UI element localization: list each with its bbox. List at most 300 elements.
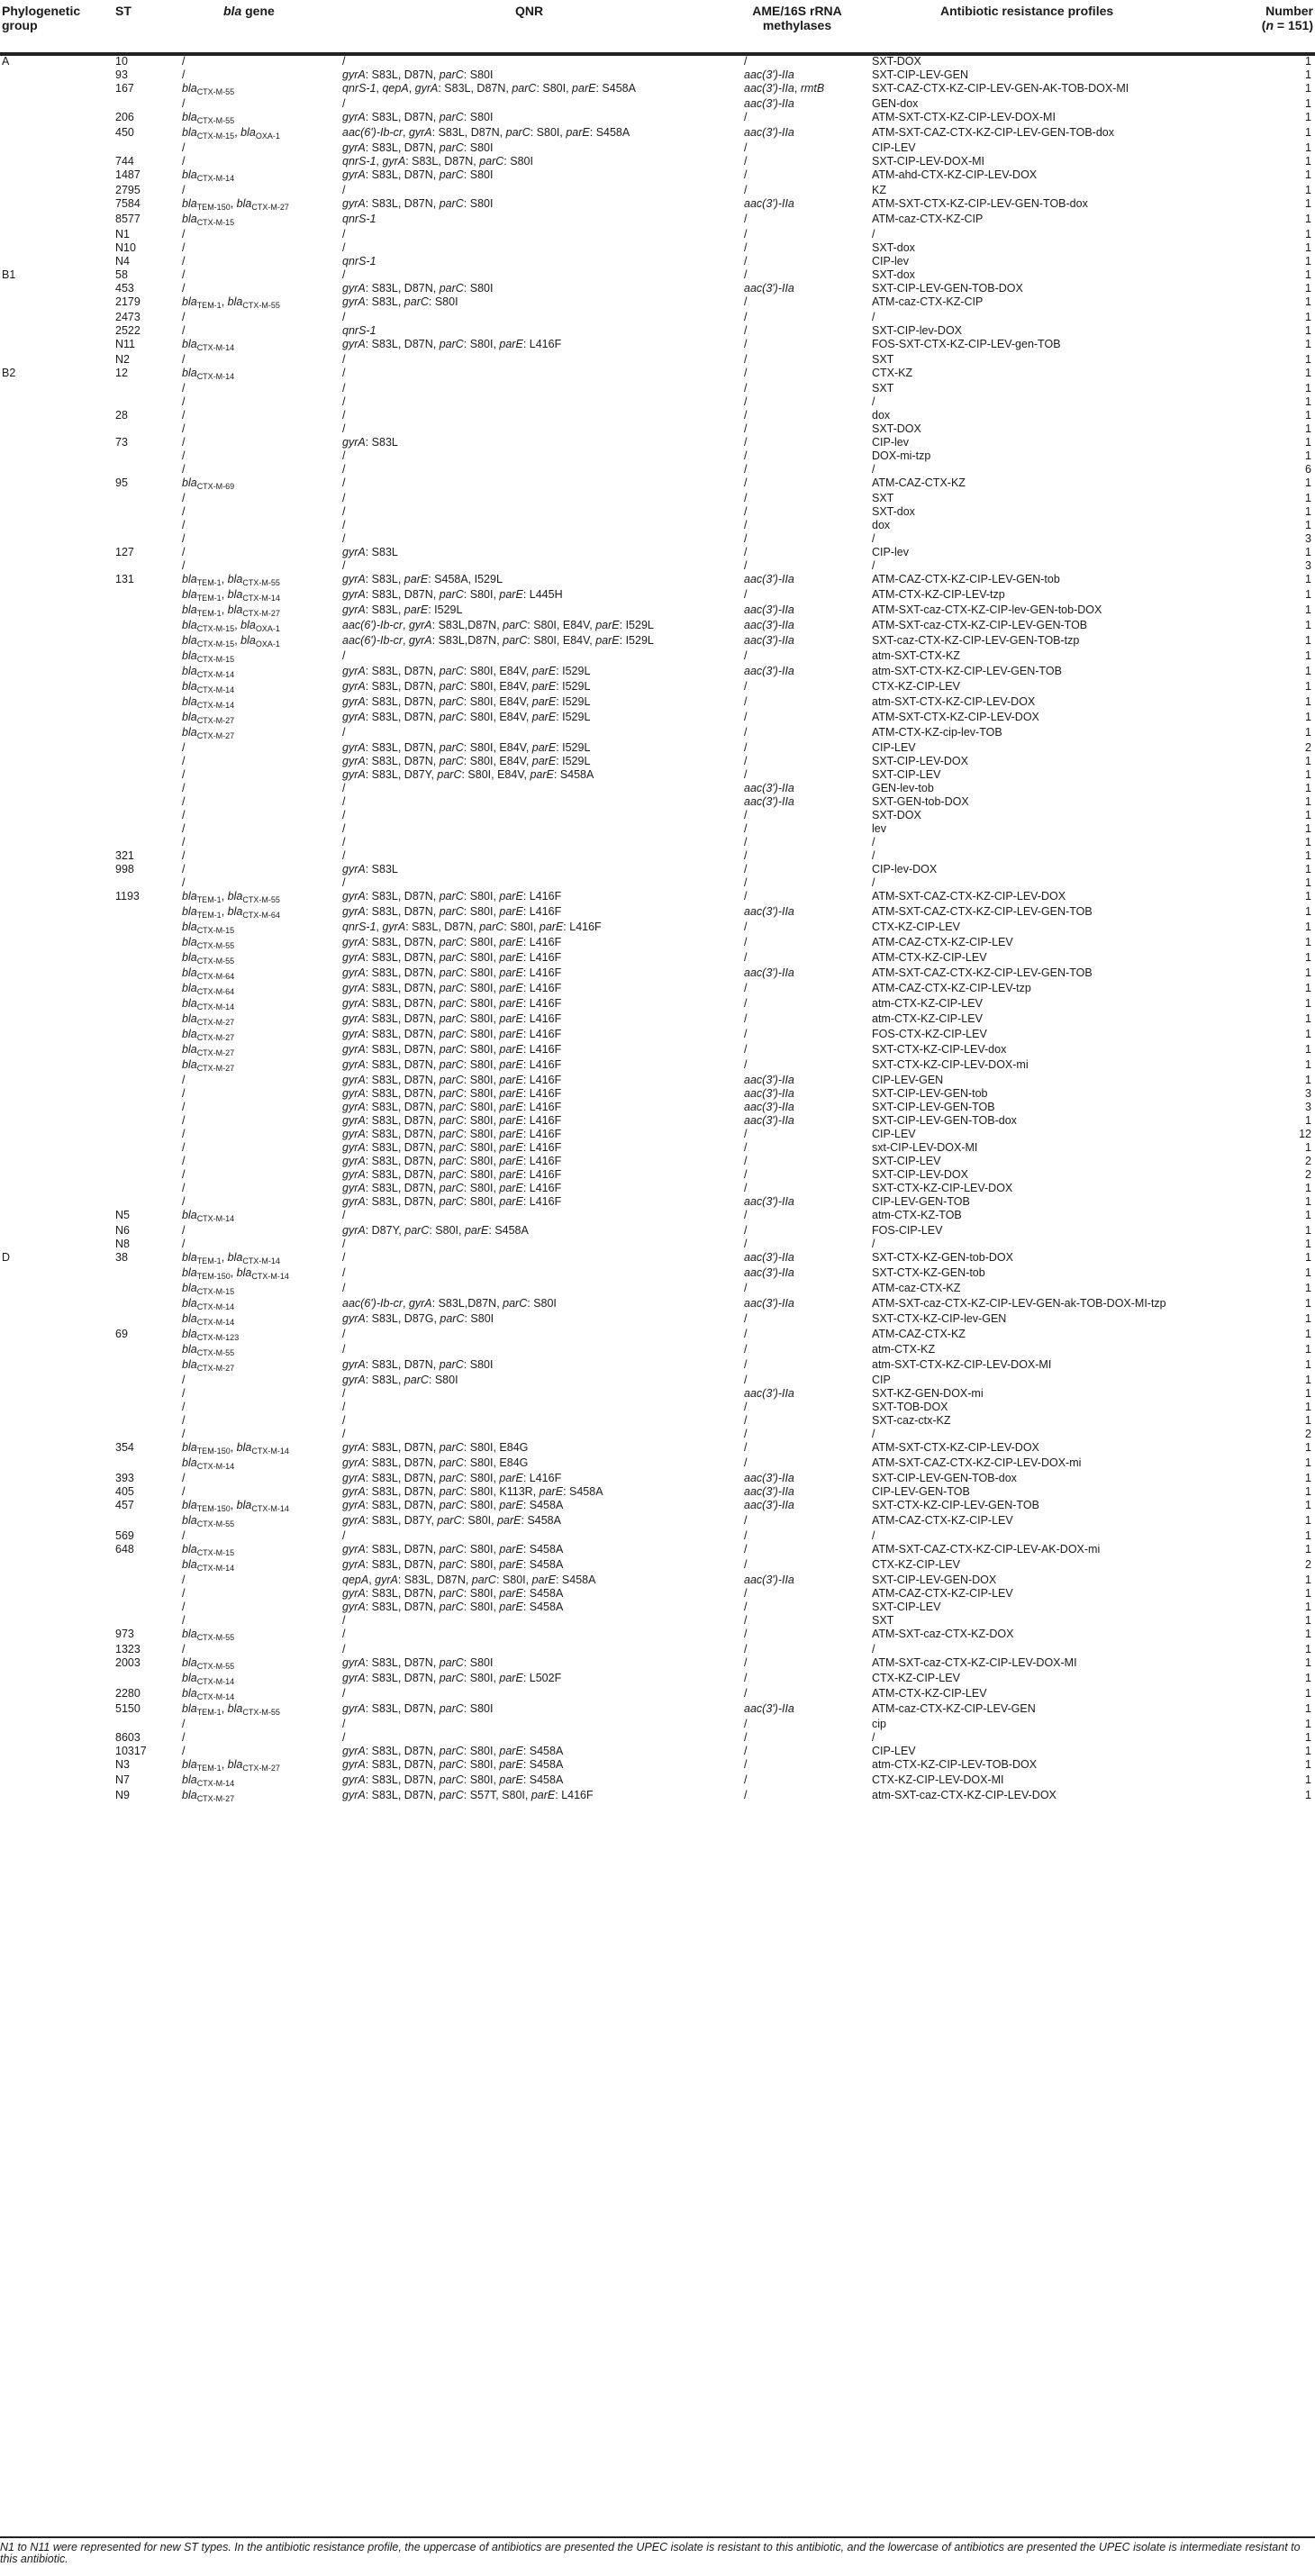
- cell-ame: /: [744, 1656, 748, 1669]
- cell-profile: cip: [872, 1718, 886, 1730]
- cell-bla: /: [182, 836, 186, 848]
- cell-bla: /: [182, 1718, 186, 1730]
- cell-profile: ATM-CTX-KZ-CIP-LEV-tzp: [872, 588, 1005, 601]
- cell-profile: SXT-CIP-LEV: [872, 1601, 941, 1613]
- table-row: [0, 808, 1315, 821]
- cell-st: 10: [115, 55, 128, 68]
- cell-ame: aac(3')-IIa: [744, 1195, 794, 1208]
- cell-profile: ATM-caz-CTX-KZ-CIP: [872, 295, 984, 308]
- cell-qnr: gyrA: S83L, D87N, parC: S80I, parE: L416F: [342, 338, 562, 350]
- cell-ame: /: [744, 1401, 748, 1413]
- cell-number: 1: [1305, 649, 1311, 662]
- cell-profile: atm-CTX-KZ-CIP-LEV-TOB-DOX: [872, 1758, 1038, 1771]
- cell-number: 1: [1305, 782, 1311, 794]
- cell-profile: atm-CTX-KZ: [872, 1343, 936, 1356]
- cell-st: 2003: [115, 1656, 141, 1669]
- cell-number: 1: [1305, 1485, 1311, 1498]
- cell-st: 2522: [115, 324, 141, 337]
- cell-ame: /: [744, 1672, 748, 1684]
- cell-number: 1: [1305, 726, 1311, 739]
- cell-profile: SXT-CIP-LEV: [872, 1155, 941, 1167]
- cell-qnr: gyrA: S83L: [342, 436, 398, 449]
- table-row: [0, 950, 1315, 966]
- cell-bla: bla$_{CTX-M-55}$: [182, 82, 235, 96]
- cell-qnr: gyrA: S83L, D87N, parC: S80I, parE: L416F: [342, 1114, 562, 1127]
- cell-number: 1: [1305, 665, 1311, 677]
- cell-number: 1: [1305, 1058, 1311, 1071]
- table-row: [0, 323, 1315, 337]
- cell-bla: bla$_{CTX-M-14}$: [182, 1209, 235, 1223]
- cell-bla: /: [182, 282, 186, 295]
- cell-qnr: gyrA: S83L, D87N, parC: S80I, parE: L416F: [342, 966, 562, 979]
- cell-ame: aac(3')-IIa: [744, 573, 794, 585]
- table-row: [0, 1113, 1315, 1127]
- cell-bla: /: [182, 1074, 186, 1086]
- cell-number: 1: [1305, 382, 1311, 395]
- cell-st: N4: [115, 255, 130, 268]
- table-row: [0, 618, 1315, 633]
- cell-ame: /: [744, 141, 748, 154]
- cell-qnr: /: [342, 809, 346, 821]
- table-row: [0, 1613, 1315, 1627]
- cell-profile: CTX-KZ-CIP-LEV: [872, 680, 960, 693]
- cell-number: 1: [1305, 1587, 1311, 1600]
- cell-bla: bla$_{CTX-M-14}$: [182, 1687, 235, 1701]
- table-row: [0, 1686, 1315, 1701]
- cell-number: 1: [1305, 295, 1311, 308]
- cell-profile: /: [872, 228, 875, 240]
- table-row: [0, 435, 1315, 449]
- cell-ame: /: [744, 1514, 748, 1527]
- cell-number: 1: [1305, 1472, 1311, 1484]
- table-row: [0, 603, 1315, 618]
- cell-profile: /: [872, 1731, 875, 1744]
- table-row: [0, 1100, 1315, 1113]
- cell-bla: /: [182, 1155, 186, 1167]
- cell-ame: /: [744, 997, 748, 1010]
- cell-qnr: gyrA: S83L: [342, 863, 398, 875]
- cell-number: 1: [1305, 268, 1311, 281]
- cell-ame: /: [744, 268, 748, 281]
- cell-bla: bla$_{TEM-1}$, bla$_{CTX-M-27}$: [182, 1758, 280, 1773]
- cell-qnr: /: [342, 1238, 346, 1250]
- cell-profile: CIP-lev: [872, 546, 909, 558]
- cell-number: 1: [1305, 921, 1311, 933]
- cell-number: 1: [1305, 573, 1311, 585]
- cell-bla: bla$_{CTX-M-27}$: [182, 726, 235, 740]
- cell-bla: bla$_{CTX-M-55}$: [182, 111, 235, 125]
- cell-qnr: /: [342, 822, 346, 835]
- cell-bla: /: [182, 449, 186, 462]
- table-row: [0, 1265, 1315, 1281]
- cell-bla: /: [182, 1601, 186, 1613]
- table-row: [0, 141, 1315, 154]
- cell-number: 1: [1305, 449, 1311, 462]
- cell-ame: /: [744, 1601, 748, 1613]
- cell-number: 1: [1305, 1441, 1311, 1454]
- cell-ame: /: [744, 1614, 748, 1627]
- cell-number: 1: [1305, 1195, 1311, 1208]
- cell-ame: aac(3')-IIa: [744, 1574, 794, 1586]
- cell-ame: /: [744, 311, 748, 323]
- cell-bla: bla$_{CTX-M-15}$: [182, 1543, 235, 1557]
- table-row: [0, 240, 1315, 254]
- cell-qnr: gyrA: S83L, D87N, parC: S80I, parE: L416F: [342, 1141, 562, 1154]
- cell-profile: SXT-CIP-LEV-GEN-TOB-dox: [872, 1114, 1017, 1127]
- cell-profile: SXT-GEN-tob-DOX: [872, 795, 969, 808]
- cell-qnr: gyrA: S83L, D87N, parC: S80I: [342, 111, 494, 123]
- cell-number: 1: [1305, 588, 1311, 601]
- cell-qnr: /: [342, 649, 346, 662]
- table-row: [0, 1413, 1315, 1427]
- cell-number: 1: [1305, 1209, 1311, 1221]
- cell-bla: bla$_{CTX-M-14}$: [182, 1456, 235, 1471]
- table-row: [0, 449, 1315, 462]
- cell-ame: /: [744, 1141, 748, 1154]
- cell-ame: /: [744, 409, 748, 422]
- cell-bla: bla$_{CTX-M-69}$: [182, 476, 235, 491]
- cell-ame: /: [744, 155, 748, 168]
- cell-number: 1: [1305, 795, 1311, 808]
- cell-number: 1: [1305, 997, 1311, 1010]
- cell-ame: /: [744, 1428, 748, 1440]
- cell-profile: SXT-CTX-KZ-CIP-LEV-DOX: [872, 1182, 1013, 1194]
- cell-ame: /: [744, 1643, 748, 1655]
- cell-ame: /: [744, 1687, 748, 1700]
- cell-bla: bla$_{CTX-M-55}$: [182, 936, 235, 950]
- cell-qnr: gyrA: S83L, D87N, parC: S80I, parE: L416F: [342, 1012, 562, 1025]
- cell-st: 28: [115, 409, 128, 422]
- cell-ame: aac(3')-IIa: [744, 1702, 794, 1715]
- cell-number: 1: [1305, 966, 1311, 979]
- table-row: [0, 1223, 1315, 1237]
- cell-number: 3: [1305, 1087, 1311, 1100]
- cell-number: 1: [1305, 1312, 1311, 1325]
- cell-profile: /: [872, 849, 875, 862]
- cell-qnr: /: [342, 476, 346, 489]
- cell-ame: aac(3')-IIa: [744, 1266, 794, 1279]
- cell-qnr: gyrA: S83L, D87N, parC: S80I, parE: S458A: [342, 1745, 564, 1757]
- cell-number: 1: [1305, 755, 1311, 767]
- table-row: [0, 996, 1315, 1011]
- cell-profile: SXT-CTX-KZ-CIP-LEV-DOX-mi: [872, 1058, 1029, 1071]
- cell-qnr: /: [342, 184, 346, 196]
- cell-qnr: gyrA: S83L, D87N, parC: S80I, K113R, parE: S458A: [342, 1485, 603, 1498]
- cell-qnr: /: [342, 409, 346, 422]
- cell-bla: bla$_{CTX-M-64}$: [182, 966, 235, 981]
- cell-qnr: /: [342, 726, 346, 739]
- cell-qnr: gyrA: S83L, D87N, parC: S80I, E84V, parE: I529L: [342, 741, 591, 754]
- cell-profile: CTX-KZ-CIP-LEV: [872, 921, 960, 933]
- cell-ame: aac(3')-IIa: [744, 1251, 794, 1264]
- cell-qnr: /: [342, 1643, 346, 1655]
- cell-ame: /: [744, 1168, 748, 1181]
- table-row: [0, 1717, 1315, 1730]
- table-row: [0, 476, 1315, 491]
- table-row: [0, 196, 1315, 212]
- cell-number: 1: [1305, 184, 1311, 196]
- cell-bla: bla$_{CTX-M-14}$: [182, 997, 235, 1011]
- cell-ame: aac(3')-IIa: [744, 68, 794, 81]
- cell-profile: /: [872, 311, 875, 323]
- cell-qnr: aac(6')-Ib-cr, gyrA: S83L, D87N, parC: S80I, parE: S458A: [342, 126, 630, 139]
- cell-profile: CIP-LEV: [872, 141, 916, 154]
- cell-number: 2: [1305, 1168, 1311, 1181]
- cell-number: 1: [1305, 111, 1311, 123]
- cell-bla: bla$_{CTX-M-27}$: [182, 711, 235, 725]
- cell-qnr: /: [342, 876, 346, 889]
- cell-qnr: aac(6')-Ib-cr, gyrA: S83L,D87N, parC: S80I, E84V, parE: I529L: [342, 619, 654, 631]
- cell-qnr: gyrA: S83L, D87N, parC: S80I, parE: L416F: [342, 951, 562, 964]
- table-row: [0, 1154, 1315, 1167]
- cell-st: 2179: [115, 295, 141, 308]
- cell-profile: ATM-CAZ-CTX-KZ: [872, 476, 966, 489]
- cell-number: 1: [1305, 1043, 1311, 1056]
- cell-bla: bla$_{TEM-1}$, bla$_{CTX-M-55}$: [182, 573, 280, 587]
- table-row: [0, 1542, 1315, 1557]
- cell-number: 1: [1305, 768, 1311, 781]
- cell-qnr: gyrA: S83L, D87N, parC: S80I, parE: S458A: [342, 1499, 564, 1511]
- cell-number: 3: [1305, 1101, 1311, 1113]
- cell-number: 1: [1305, 1282, 1311, 1294]
- cell-qnr: qnrS-1, gyrA: S83L, D87N, parC: S80I, parE: L416F: [342, 921, 602, 933]
- cell-number: 1: [1305, 311, 1311, 323]
- cell-qnr: gyrA: S83L, D87N, parC: S80I, E84G: [342, 1456, 529, 1469]
- table-row: [0, 1600, 1315, 1613]
- cell-ame: aac(3')-IIa: [744, 966, 794, 979]
- cell-profile: ATM-CAZ-CTX-KZ-CIP-LEV-tzp: [872, 982, 1031, 994]
- cell-profile: SXT-CIP-LEV-GEN: [872, 68, 968, 81]
- cell-number: 1: [1305, 1374, 1311, 1386]
- table-row: [0, 1342, 1315, 1357]
- table-row: [0, 649, 1315, 664]
- cell-profile: CIP: [872, 1374, 891, 1386]
- table-row: [0, 679, 1315, 694]
- cell-bla: /: [182, 1731, 186, 1744]
- cell-qnr: gyrA: D87Y, parC: S80I, parE: S458A: [342, 1224, 529, 1237]
- cell-qnr: gyrA: S83L, D87N, parC: S80I, parE: S458A: [342, 1773, 564, 1786]
- cell-bla: /: [182, 1414, 186, 1427]
- cell-ame: /: [744, 324, 748, 337]
- table-row: [0, 1456, 1315, 1471]
- cell-bla: /: [182, 155, 186, 168]
- cell-ame: /: [744, 295, 748, 308]
- table-row: [0, 740, 1315, 754]
- cell-bla: /: [182, 55, 186, 68]
- cell-profile: CIP-LEV-GEN: [872, 1074, 944, 1086]
- cell-bla: bla$_{CTX-M-14}$: [182, 680, 235, 694]
- cell-qnr: gyrA: S83L, D87N, parC: S80I, parE: L416F: [342, 1182, 562, 1194]
- cell-qnr: /: [342, 1266, 346, 1279]
- cell-qnr: gyrA: S83L, D87N, parC: S80I, E84V, parE: I529L: [342, 665, 591, 677]
- cell-ame: /: [744, 876, 748, 889]
- cell-st: 2795: [115, 184, 141, 196]
- header-number: Number (n = 151): [1261, 4, 1313, 32]
- cell-profile: SXT-CIP-LEV-DOX-MI: [872, 155, 985, 168]
- cell-ame: /: [744, 213, 748, 225]
- cell-ame: /: [744, 367, 748, 379]
- cell-ame: aac(3')-IIa: [744, 634, 794, 647]
- cell-st: N6: [115, 1224, 130, 1237]
- header-bla-gene: bla gene: [223, 4, 275, 18]
- cell-ame: /: [744, 1238, 748, 1250]
- cell-profile: FOS-CIP-LEV: [872, 1224, 943, 1237]
- cell-bla: /: [182, 228, 186, 240]
- cell-number: 1: [1305, 836, 1311, 848]
- cell-number: 1: [1305, 1074, 1311, 1086]
- cell-profile: CTX-KZ-CIP-LEV-DOX-MI: [872, 1773, 1004, 1786]
- cell-ame: /: [744, 353, 748, 366]
- cell-bla: /: [182, 1428, 186, 1440]
- cell-number: 1: [1305, 1499, 1311, 1511]
- cell-bla: bla$_{CTX-M-15}$: [182, 1282, 235, 1296]
- table-footnote: N1 to N11 were represented for new ST types. In the antibiotic resistance profile, the uppercase of antibiotics are presented the UPEC isolate is resistant to this antibiotic, and the lowercase of antibiotics are presented the UPEC isolate is intermediate resistant to this antibiotic.: [0, 2541, 1301, 2565]
- cell-profile: ATM-CTX-KZ-CIP-LEV: [872, 951, 987, 964]
- table-row: [0, 1513, 1315, 1528]
- cell-profile: CTX-KZ-CIP-LEV: [872, 1558, 960, 1571]
- cell-number: 1: [1305, 1358, 1311, 1371]
- cell-bla: /: [182, 184, 186, 196]
- cell-bla: /: [182, 463, 186, 476]
- cell-qnr: gyrA: S83L, D87N, parC: S80I, E84V, parE: I529L: [342, 695, 591, 708]
- cell-st: 93: [115, 68, 128, 81]
- cell-bla: bla$_{CTX-M-64}$: [182, 982, 235, 996]
- cell-qnr: gyrA: S83L, D87N, parC: S80I: [342, 197, 494, 210]
- cell-qnr: gyrA: S83L, D87N, parC: S80I, parE: L416F: [342, 982, 562, 994]
- cell-bla: /: [182, 1224, 186, 1237]
- cell-profile: SXT-KZ-GEN-DOX-mi: [872, 1387, 984, 1400]
- table-row: [0, 710, 1315, 725]
- cell-bla: /: [182, 849, 186, 862]
- cell-qnr: gyrA: S83L, D87N, parC: S80I, parE: L416F: [342, 1128, 562, 1140]
- cell-profile: ATM-caz-CTX-KZ: [872, 1282, 961, 1294]
- cell-bla: bla$_{TEM-1}$, bla$_{CTX-M-55}$: [182, 1702, 280, 1717]
- cell-bla: /: [182, 409, 186, 422]
- cell-ame: /: [744, 1282, 748, 1294]
- cell-number: 1: [1305, 1718, 1311, 1730]
- cell-number: 1: [1305, 1012, 1311, 1025]
- cell-number: 2: [1305, 1558, 1311, 1571]
- cell-number: 1: [1305, 1614, 1311, 1627]
- cell-group: A: [2, 55, 10, 68]
- table-row: [0, 1498, 1315, 1513]
- cell-bla: /: [182, 1485, 186, 1498]
- cell-profile: atm-SXT-caz-CTX-KZ-CIP-LEV-DOX: [872, 1789, 1057, 1801]
- cell-st: 2280: [115, 1687, 141, 1700]
- cell-qnr: qnrS-1, qepA, gyrA: S83L, D87N, parC: S80I, parE: S458A: [342, 82, 636, 95]
- cell-bla: /: [182, 97, 186, 110]
- table-row: [0, 1557, 1315, 1573]
- cell-ame: /: [744, 546, 748, 558]
- cell-ame: /: [744, 55, 748, 68]
- cell-profile: CTX-KZ-CIP-LEV: [872, 1672, 960, 1684]
- cell-number: 1: [1305, 168, 1311, 181]
- cell-qnr: gyrA: S83L, parE: S458A, I529L: [342, 573, 503, 585]
- cell-ame: /: [744, 726, 748, 739]
- cell-qnr: gyrA: S83L, D87N, parC: S80I, parE: L416F: [342, 890, 562, 903]
- cell-number: 1: [1305, 1789, 1311, 1801]
- cell-st: 5150: [115, 1702, 141, 1715]
- cell-ame: aac(3')-IIa: [744, 782, 794, 794]
- cell-number: 2: [1305, 1155, 1311, 1167]
- cell-number: 1: [1305, 936, 1311, 948]
- cell-profile: SXT-dox: [872, 241, 915, 254]
- cell-ame: /: [744, 1628, 748, 1640]
- cell-qnr: /: [342, 1687, 346, 1700]
- cell-bla: bla$_{TEM-150}$, bla$_{CTX-M-14}$: [182, 1441, 289, 1456]
- cell-number: 1: [1305, 1731, 1311, 1744]
- cell-bla: /: [182, 755, 186, 767]
- cell-bla: bla$_{CTX-M-27}$: [182, 1012, 235, 1027]
- cell-st: 744: [115, 155, 134, 168]
- table-row: [0, 848, 1315, 862]
- table-row: [0, 694, 1315, 710]
- cell-profile: SXT-caz-CTX-KZ-CIP-LEV-GEN-TOB-tzp: [872, 634, 1080, 647]
- cell-qnr: gyrA: S83L, D87Y, parC: S80I, parE: S458A: [342, 1514, 561, 1527]
- cell-qnr: /: [342, 311, 346, 323]
- cell-ame: /: [744, 936, 748, 948]
- cell-number: 1: [1305, 634, 1311, 647]
- cell-bla: bla$_{CTX-M-14}$: [182, 367, 235, 381]
- cell-profile: dox: [872, 519, 891, 531]
- table-row: [0, 835, 1315, 848]
- cell-bla: /: [182, 532, 186, 545]
- cell-qnr: gyrA: S83L, D87N, parC: S80I, parE: L416F: [342, 1028, 562, 1040]
- table-row: [0, 1671, 1315, 1686]
- cell-profile: ATM-SXT-CAZ-CTX-KZ-CIP-LEV-GEN-TOB: [872, 966, 1093, 979]
- table-row: [0, 781, 1315, 794]
- cell-ame: /: [744, 1773, 748, 1786]
- cell-ame: /: [744, 184, 748, 196]
- cell-ame: /: [744, 338, 748, 350]
- cell-ame: /: [744, 436, 748, 449]
- cell-ame: /: [744, 1028, 748, 1040]
- cell-number: 1: [1305, 126, 1311, 139]
- cell-bla: /: [182, 1574, 186, 1586]
- cell-bla: bla$_{TEM-1}$, bla$_{CTX-M-55}$: [182, 890, 280, 904]
- table-row: [0, 1208, 1315, 1223]
- cell-number: 1: [1305, 505, 1311, 518]
- cell-profile: CIP-LEV: [872, 741, 916, 754]
- cell-profile: FOS-SXT-CTX-KZ-CIP-LEV-gen-TOB: [872, 338, 1061, 350]
- header-ame-methylases: AME/16S rRNA methylases: [752, 4, 842, 32]
- cell-number: 1: [1305, 197, 1311, 210]
- cell-st: 973: [115, 1628, 134, 1640]
- cell-st: 95: [115, 476, 128, 489]
- cell-ame: aac(3')-IIa: [744, 282, 794, 295]
- cell-st: N2: [115, 353, 130, 366]
- cell-qnr: gyrA: S83L, D87N, parC: S80I: [342, 1702, 494, 1715]
- cell-ame: /: [744, 1745, 748, 1757]
- cell-st: 8577: [115, 213, 141, 225]
- table-row: [0, 1427, 1315, 1440]
- cell-qnr: /: [342, 532, 346, 545]
- cell-qnr: /: [342, 849, 346, 862]
- cell-qnr: /: [342, 492, 346, 504]
- cell-bla: bla$_{CTX-M-14}$: [182, 695, 235, 710]
- cell-number: 1: [1305, 141, 1311, 154]
- cell-number: 1: [1305, 1297, 1311, 1310]
- cell-ame: /: [744, 680, 748, 693]
- table-row: [0, 1642, 1315, 1655]
- table-row: [0, 725, 1315, 740]
- cell-profile: ATM-caz-CTX-KZ-CIP: [872, 213, 984, 225]
- cell-ame: /: [744, 1224, 748, 1237]
- cell-profile: ATM-CAZ-CTX-KZ: [872, 1328, 966, 1340]
- table-row: [0, 462, 1315, 476]
- cell-number: 2: [1305, 1428, 1311, 1440]
- table-row: [0, 889, 1315, 904]
